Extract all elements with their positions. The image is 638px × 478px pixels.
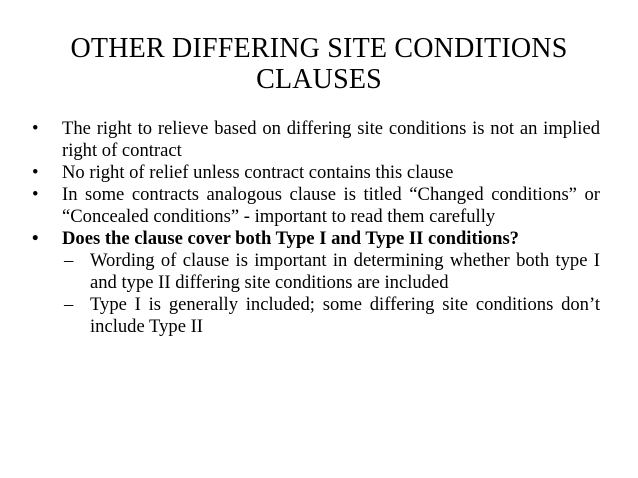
sub-bullet-text: Type I is generally included; some differing site conditions don’t include Type II: [90, 294, 600, 337]
slide-body: [32, 118, 600, 338]
bullet-text: The right to relieve based on differing site conditions is not an implied right of contract: [62, 118, 600, 161]
bullet-marker: •: [32, 184, 39, 205]
bullet-text: Does the clause cover both Type I and Type II conditions?: [62, 228, 519, 249]
bullet-item: [32, 118, 600, 162]
bullet-marker: •: [32, 118, 39, 139]
slide-title-line-1: OTHER DIFFERING SITE CONDITIONS: [70, 33, 568, 64]
sub-bullet-marker: –: [64, 294, 74, 315]
slide-title-line-2: CLAUSES: [256, 64, 382, 95]
sub-bullet-text: Wording of clause is important in determining whether both type I and type II differing site conditions are included: [90, 250, 600, 293]
bullet-marker: •: [32, 162, 39, 183]
sub-bullet-item: [32, 294, 600, 338]
bullet-item: [32, 184, 600, 228]
sub-bullet-marker: –: [64, 250, 74, 271]
bullet-text: No right of relief unless contract contains this clause: [62, 162, 454, 183]
bullet-text: In some contracts analogous clause is titled “Changed conditions” or “Concealed conditions” - important to read them carefully: [62, 184, 600, 227]
bullet-item-bold: [32, 228, 600, 250]
slide-title: [0, 33, 638, 95]
sub-bullet-item: [32, 250, 600, 294]
bullet-item: [32, 162, 600, 184]
bullet-marker: •: [32, 228, 39, 249]
